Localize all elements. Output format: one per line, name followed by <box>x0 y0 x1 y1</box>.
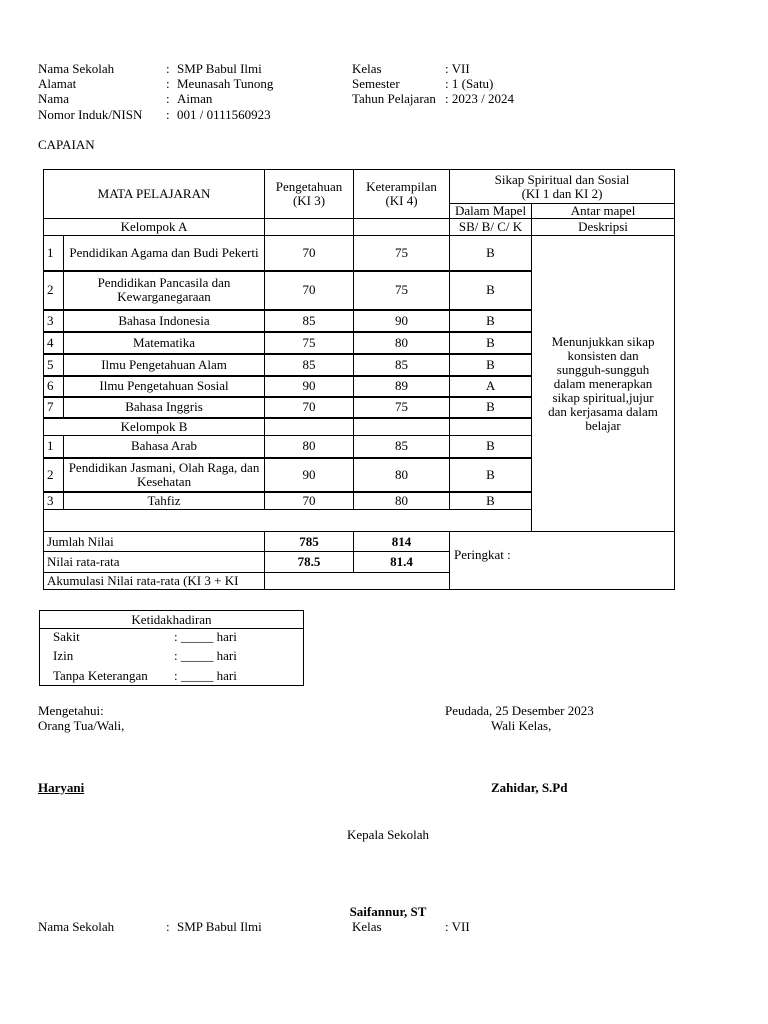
nisn-sep: : <box>166 107 170 122</box>
subject-name: Bahasa Arab <box>64 436 265 458</box>
absence-box <box>39 610 304 686</box>
attitude-grade: B <box>450 310 532 332</box>
attitude-grade: B <box>450 397 532 418</box>
attitude-grade: B <box>450 271 532 310</box>
address-value: Meunasah Tunong <box>177 76 274 91</box>
row-number: 6 <box>44 376 64 397</box>
knowledge-score: 80 <box>265 436 354 458</box>
description-header: Deskripsi <box>532 219 675 236</box>
class-label: Kelas <box>352 61 382 76</box>
knowledge-header-line2: (KI 3) <box>292 193 326 208</box>
principal-title: Kepala Sekolah <box>347 827 429 842</box>
footer-school-sep: : <box>166 919 170 934</box>
skill-score: 85 <box>354 436 450 458</box>
knowledge-score: 70 <box>265 271 354 310</box>
absence-title: Ketidakhadiran <box>131 612 212 627</box>
subject-header: MATA PELAJARAN <box>44 170 265 219</box>
school-year-label: Tahun Pelajaran <box>352 91 436 106</box>
attitude-grade: B <box>450 436 532 458</box>
footer-school-value: SMP Babul Ilmi <box>177 919 262 934</box>
table-row <box>44 236 675 271</box>
attitude-header-line2: (KI 1 dan KI 2) <box>521 185 603 201</box>
footer-class-label: Kelas <box>352 919 382 934</box>
knowledge-score: 75 <box>265 332 354 354</box>
subject-name: Tahfiz <box>64 492 265 510</box>
skill-header-line2: (KI 4) <box>385 193 418 208</box>
semester-value: : 1 (Satu) <box>445 76 494 91</box>
knowledge-score: 70 <box>265 492 354 510</box>
total-row <box>44 532 675 552</box>
footer-school-label: Nama Sekolah <box>38 919 115 934</box>
knowledge-header-line1: Pengetahuan <box>275 179 343 194</box>
spacer-row <box>44 510 532 532</box>
rank-label: Peringkat : <box>450 532 675 590</box>
attitude-header-line1: Sikap Spiritual dan Sosial <box>494 171 630 187</box>
skill-header <box>354 170 450 219</box>
knowledge-header <box>265 170 354 219</box>
address-sep: : <box>166 76 170 91</box>
row-number: 3 <box>44 492 64 510</box>
across-subject-header: Antar mapel <box>532 204 675 219</box>
acknowledged-label: Mengetahui: <box>38 703 104 718</box>
absence-unexcused-value: : _____ hari <box>174 668 237 683</box>
subject-name: Pendidikan Agama dan Budi Pekerti <box>64 236 265 271</box>
homeroom-title: Wali Kelas, <box>491 718 552 733</box>
absence-permit-label: Izin <box>53 648 74 663</box>
knowledge-score: 90 <box>265 376 354 397</box>
row-number: 7 <box>44 397 64 418</box>
attitude-grade: B <box>450 332 532 354</box>
attitude-grade: A <box>450 376 532 397</box>
skill-score: 80 <box>354 492 450 510</box>
row-number: 2 <box>44 458 64 492</box>
principal-name: Saifannur, ST <box>349 904 427 919</box>
skill-score: 80 <box>354 458 450 492</box>
subject-name: Bahasa Inggris <box>64 397 265 418</box>
subject-name: Bahasa Indonesia <box>64 310 265 332</box>
semester-label: Semester <box>352 76 400 91</box>
absence-unexcused-label: Tanpa Keterangan <box>53 668 148 683</box>
in-subject-header: Dalam Mapel <box>450 204 532 219</box>
attitude-description: Menunjukkan sikap konsisten dan sungguh-sungguh dalam menerapkan sikap spiritual,jujur dan kerjasama dalam belajar <box>532 236 675 532</box>
group-a-label: Kelompok A <box>44 219 265 236</box>
row-number: 3 <box>44 310 64 332</box>
parent-title: Orang Tua/Wali, <box>38 718 125 733</box>
skill-score: 89 <box>354 376 450 397</box>
student-name-value: Aiman <box>177 91 213 106</box>
subject-name: Pendidikan Pancasila dan Kewarganegaraan <box>64 271 265 310</box>
grade-scale-header: SB/ B/ C/ K <box>450 219 532 236</box>
parent-name: Haryani <box>38 780 85 795</box>
attitude-header <box>450 170 675 204</box>
homeroom-name: Zahidar, S.Pd <box>491 780 568 795</box>
grades-table <box>43 169 675 590</box>
skill-score: 75 <box>354 236 450 271</box>
subject-name: Ilmu Pengetahuan Sosial <box>64 376 265 397</box>
total-skill: 814 <box>354 532 450 552</box>
school-name-sep: : <box>166 61 170 76</box>
attitude-grade: B <box>450 458 532 492</box>
absence-permit-value: : _____ hari <box>174 648 237 663</box>
footer-class-value: : VII <box>445 919 470 934</box>
skill-header-line1: Keterampilan <box>366 179 437 194</box>
average-knowledge: 78.5 <box>265 552 354 573</box>
skill-score: 75 <box>354 397 450 418</box>
skill-score: 80 <box>354 332 450 354</box>
school-year-value: : 2023 / 2024 <box>445 91 514 106</box>
total-knowledge: 785 <box>265 532 354 552</box>
average-label: Nilai rata-rata <box>44 552 265 573</box>
row-number: 4 <box>44 332 64 354</box>
place-date: Peudada, 25 Desember 2023 <box>445 703 594 718</box>
row-number: 2 <box>44 271 64 310</box>
class-value: : VII <box>445 61 470 76</box>
knowledge-score: 90 <box>265 458 354 492</box>
section-title: CAPAIAN <box>38 137 95 152</box>
skill-score: 75 <box>354 271 450 310</box>
subject-name: Ilmu Pengetahuan Alam <box>64 354 265 376</box>
school-name-value: SMP Babul Ilmi <box>177 61 262 76</box>
accumulation-label: Akumulasi Nilai rata-rata (KI 3 + KI <box>44 573 265 590</box>
attitude-grade: B <box>450 354 532 376</box>
school-name-label: Nama Sekolah <box>38 61 115 76</box>
nisn-value: 001 / 0111560923 <box>177 107 271 122</box>
skill-score: 85 <box>354 354 450 376</box>
total-label: Jumlah Nilai <box>44 532 265 552</box>
subject-name: Matematika <box>64 332 265 354</box>
nisn-label: Nomor Induk/NISN <box>38 107 143 122</box>
attitude-grade: B <box>450 492 532 510</box>
knowledge-score: 85 <box>265 310 354 332</box>
knowledge-score: 70 <box>265 397 354 418</box>
student-name-label: Nama <box>38 91 70 106</box>
subject-name: Pendidikan Jasmani, Olah Raga, dan Kesehatan <box>64 458 265 492</box>
absence-sick-value: : _____ hari <box>174 629 237 644</box>
knowledge-score: 70 <box>265 236 354 271</box>
row-number: 5 <box>44 354 64 376</box>
skill-score: 90 <box>354 310 450 332</box>
attitude-grade: B <box>450 236 532 271</box>
average-skill: 81.4 <box>354 552 450 573</box>
absence-sick-label: Sakit <box>53 629 80 644</box>
address-label: Alamat <box>38 76 77 91</box>
row-number: 1 <box>44 236 64 271</box>
row-number: 1 <box>44 436 64 458</box>
student-name-sep: : <box>166 91 170 106</box>
group-b-label: Kelompok B <box>44 418 265 436</box>
knowledge-score: 85 <box>265 354 354 376</box>
